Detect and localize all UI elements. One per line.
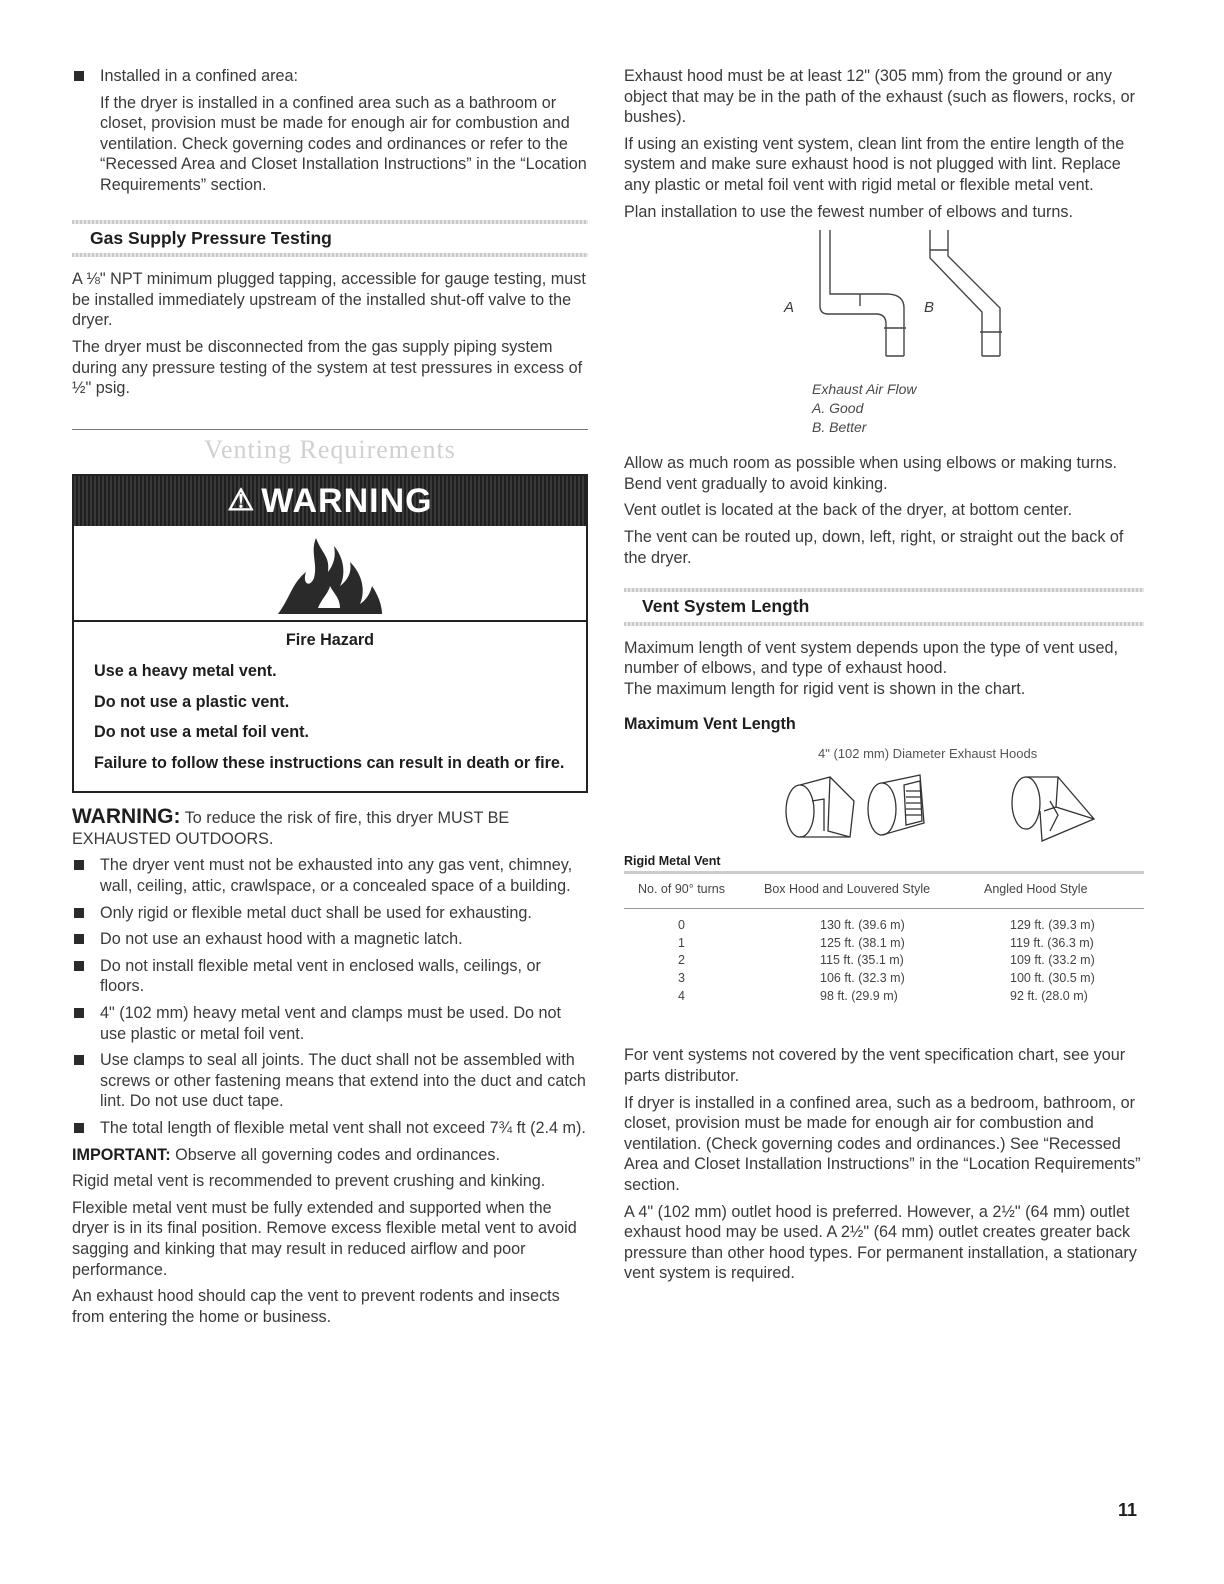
table-cell: 3 — [678, 970, 685, 985]
list-item: 4" (102 mm) heavy metal vent and clamps must be used. Do not use plastic or metal foil vent. — [72, 1003, 588, 1044]
warning-triangle-icon: ⚠ — [227, 484, 256, 518]
warning-line-2: Do not use a plastic vent. — [94, 692, 290, 711]
hood-icons-svg — [624, 771, 1144, 847]
table-cell: 92 ft. (28.0 m) — [1010, 988, 1088, 1003]
exhaust-paragraph-2: If using an existing vent system, clean lint from the entire length of the system and make sure exhaust hood is not plugged with lint. Replace any plastic or metal foil vent with rigid metal or flexible metal vent. — [624, 134, 1125, 194]
vent-outlet-paragraph: Vent outlet is located at the back of the dryer, at bottom center. — [624, 501, 1073, 520]
fire-hazard-label: Fire Hazard — [285, 631, 375, 650]
caption-title: Exhaust Air Flow — [812, 381, 917, 398]
confined-area-paragraph: If dryer is installed in a confined area, such as a bedroom, bathroom, or closet, provision must be made for enough air for combustion and ventilation. (Check governing codes and ordinances.) See “Recessed Area and Closet Installation Instructions” in the “Location Requirements” section. — [624, 1093, 1141, 1194]
confined-text: If the dryer is installed in a confined area such as a bathroom or closet, provision must be made for enough air for combustion and ventilation. Check governing codes and ordinances or refer to the “Recessed Area and Closet Installation Instructions” in the “Location Requirements” section. — [100, 93, 587, 194]
max-vent-length-heading: Maximum Vent Length — [624, 714, 796, 733]
table-cell: 119 ft. (36.3 m) — [1010, 935, 1094, 950]
list-item: Only rigid or flexible metal duct shall be used for exhausting. — [72, 903, 588, 924]
venting-requirements-title: Venting Requirements — [72, 429, 588, 461]
table-row — [624, 952, 1144, 970]
exhaust-paragraph-3: Plan installation to use the fewest number of elbows and turns. — [624, 202, 1074, 221]
vent-length-paragraph-2: The maximum length for rigid vent is shown in the chart. — [624, 679, 1026, 698]
table-cell: 2 — [678, 953, 685, 968]
list-item: The total length of flexible metal vent shall not exceed 7¾ ft (2.4 m). — [72, 1118, 588, 1139]
vent-route-paragraph: The vent can be routed up, down, left, right, or straight out the back of the dryer. — [624, 527, 1124, 567]
warning-line-3: Do not use a metal foil vent. — [94, 723, 309, 742]
warning-line-1: Use a heavy metal vent. — [94, 661, 277, 680]
gas-supply-heading: Gas Supply Pressure Testing — [72, 220, 588, 258]
table-header-row — [624, 873, 1144, 909]
exhaust-air-flow-diagram — [624, 228, 1144, 398]
warning-statement — [72, 807, 588, 849]
list-item: Do not install flexible metal vent in enclosed walls, ceilings, or floors. — [72, 956, 588, 997]
right-column — [624, 66, 1144, 1290]
exhaust-hoods-title: 4" (102 mm) Diameter Exhaust Hoods — [818, 746, 1038, 762]
important-note — [72, 1145, 588, 1166]
elbow-paragraph: Allow as much room as possible when using elbows or making turns. Bend vent gradually to avoid kinking. — [624, 454, 1118, 493]
vent-length-table — [624, 871, 1144, 1005]
warning-body — [74, 622, 586, 791]
header-turns: No. of 90° turns — [624, 873, 764, 909]
gas-paragraph-2: The dryer must be disconnected from the gas supply piping system during any pressure testing of the system at test pressures in excess of ½" psig. — [72, 337, 583, 398]
table-cell: 106 ft. (32.3 m) — [820, 970, 905, 985]
exhaust-paragraph-1: Exhaust hood must be at least 12" (305 mm) from the ground or any object that may be in the path of the exhaust (such as flowers, rocks, or bushes). — [624, 67, 1136, 127]
warning-inline-label: WARNING: — [72, 805, 181, 829]
warning-banner-text: WARNING — [261, 482, 433, 521]
vent-system-length-heading: Vent System Length — [624, 588, 1144, 626]
caption-a: A. Good — [812, 400, 864, 417]
table-row — [624, 970, 1144, 988]
exhaust-hood-illustrations — [624, 771, 1144, 847]
table-cell: 4 — [678, 988, 685, 1003]
rigid-paragraph: Rigid metal vent is recommended to prevent crushing and kinking. — [72, 1172, 546, 1191]
warning-banner — [74, 476, 586, 526]
warning-line-4: Failure to follow these instructions can result in death or fire. — [94, 753, 565, 772]
header-angled-hood: Angled Hood Style — [984, 873, 1144, 909]
confined-bullet: Installed in a confined area: — [72, 66, 588, 87]
table-cell: 115 ft. (35.1 m) — [820, 953, 904, 968]
table-cell: 125 ft. (38.1 m) — [820, 935, 905, 950]
table-row — [624, 908, 1144, 934]
flexible-paragraph: Flexible metal vent must be fully extended and supported when the dryer is in its final position. Remove excess flexible metal vent to avoid sagging and kinking that may result in reduced airflow and poor performance. — [72, 1198, 577, 1279]
table-cell: 129 ft. (39.3 m) — [1010, 917, 1095, 932]
hood-paragraph: An exhaust hood should cap the vent to prevent rodents and insects from entering the home or business. — [72, 1287, 560, 1326]
table-cell: 100 ft. (30.5 m) — [1010, 970, 1095, 985]
warning-box — [72, 474, 588, 793]
header-box-hood: Box Hood and Louvered Style — [764, 873, 984, 909]
vent-systems-paragraph: For vent systems not covered by the vent specification chart, see your parts distributor. — [624, 1046, 1126, 1085]
outlet-hood-paragraph: A 4" (102 mm) outlet hood is preferred. However, a 2½" (64 mm) outlet exhaust hood may be used. A 2½" (64 mm) outlet creates greater back pressure than other hood types. For permanent installation, a stationary vent system is required. — [624, 1202, 1137, 1283]
list-item: The dryer vent must not be exhausted into any gas vent, chimney, wall, ceiling, attic, crawlspace, or a concealed space of a building. — [72, 855, 588, 896]
table-cell: 98 ft. (29.9 m) — [820, 988, 898, 1003]
important-label: IMPORTANT: — [72, 1145, 171, 1164]
table-cell: 130 ft. (39.6 m) — [820, 917, 905, 932]
table-row — [624, 935, 1144, 953]
list-item: Use clamps to seal all joints. The duct shall not be assembled with screws or other fastening means that extend into the duct and catch lint. Do not use duct tape. — [72, 1050, 588, 1112]
diagram-label-a: A — [784, 299, 795, 317]
table-cell: 109 ft. (33.2 m) — [1010, 953, 1095, 968]
vent-length-paragraph-1: Maximum length of vent system depends upon the type of vent used, number of elbows, and type of exhaust hood. — [624, 638, 1119, 678]
gas-paragraph-1: A ⅛" NPT minimum plugged tapping, accessible for gauge testing, must be installed immediately upstream of the installed shut-off valve to the dryer. — [72, 270, 586, 330]
exhaust-diagram-svg — [624, 228, 1144, 398]
caption-b: B. Better — [812, 419, 867, 436]
table-cell: 1 — [678, 935, 685, 950]
important-text: Observe all governing codes and ordinances. — [170, 1145, 500, 1164]
page-number: 11 — [1118, 1500, 1138, 1520]
rigid-metal-vent-label: Rigid Metal Vent — [624, 853, 721, 868]
left-column — [72, 66, 588, 1333]
table-cell: 0 — [678, 917, 685, 932]
list-item: Do not use an exhaust hood with a magnetic latch. — [72, 929, 588, 950]
warning-inline-text: To reduce the risk of fire, this dryer MUST BE EXHAUSTED OUTDOORS. — [72, 809, 510, 848]
table-row — [624, 988, 1144, 1006]
fire-hazard-icon — [74, 526, 586, 622]
diagram-label-b: B — [924, 299, 935, 317]
